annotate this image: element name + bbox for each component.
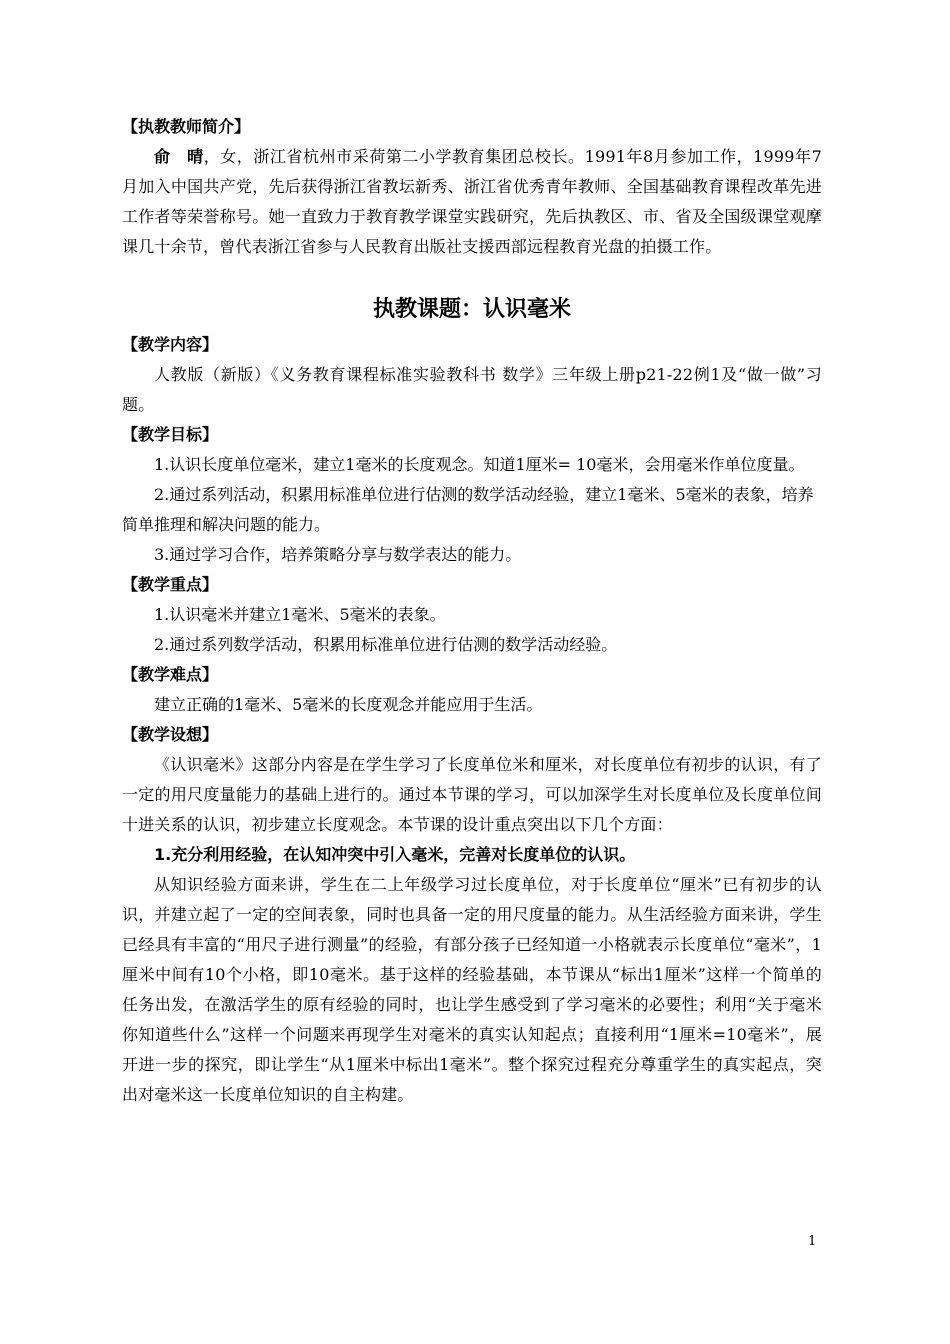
content-heading: 【教学内容】 <box>122 335 219 354</box>
bio-text: ，女，浙江省杭州市采荷第二小学教育集团总校长。1991年8月参加工作，1999年7月加入中国共产党，先后获得浙江省教坛新秀、浙江省优秀青年教师、全国基础教育课程改革先进工作者等荣誉称号。她一直致力于教育教学课堂实践研究，先后执教区、市、省及全国级课堂观摩课几十余节，曾代表浙江省参与人民教育出版社支援西部远程教育光盘的拍摄工作。 <box>122 147 822 256</box>
lesson-title: 执教课题：认识毫米 <box>372 297 571 322</box>
page-number: 1 <box>808 1234 817 1249</box>
content-text: 人教版（新版）《义务教育课程标准实验教科书 数学》三年级上册p21-22例1及“做一做”习题。 <box>122 365 822 414</box>
goals-heading: 【教学目标】 <box>122 425 219 444</box>
design-body: 从知识经验方面来讲，学生在二上年级学习过长度单位，对于长度单位“厘米”已有初步的认识，并建立起了一定的空间表象，同时也具备一定的用尺度量的能力。从生活经验方面来讲，学生已经具有丰富的“用尺子进行测量”的经验，有部分孩子已经知道一小格就表示长度单位“毫米”，1厘米中间有10个小格，即10毫米。基于这样的经验基础，本节课从“标出1厘米”这样一个简单的任务出发，在激活学生的原有经验的同时，也让学生感受到了学习毫米的必要性；利用“关于毫米你知道些什么”这样一个问题来再现学生对毫米的真实认知起点；直接利用“1厘米=10毫米”，展开进一步的探究，即让学生“从1厘米中标出1毫米”。整个探究过程充分尊重学生的真实起点，突出对毫米这一长度单位知识的自主构建。 <box>122 875 822 1104</box>
keypoints-heading: 【教学重点】 <box>122 575 219 594</box>
goal-item: 3.通过学习合作，培养策略分享与数学表达的能力。 <box>154 545 522 564</box>
goal-item: 1.认识长度单位毫米，建立1毫米的长度观念。知道1厘米= 10毫米，会用毫米作单位度量。 <box>154 455 805 474</box>
keypoint-item: 1.认识毫米并建立1毫米、5毫米的表象。 <box>154 605 446 624</box>
goal-item: 2.通过系列活动，积累用标准单位进行估测的数学活动经验，建立1毫米、5毫米的表象，培养简单推理和解决问题的能力。 <box>122 485 814 534</box>
teacher-name: 俞 晴 <box>154 147 204 166</box>
design-intro: 《认识毫米》这部分内容是在学生学习了长度单位米和厘米，对长度单位有初步的认识，有了一定的用尺度量能力的基础上进行的。通过本节课的学习，可以加深学生对长度单位及长度单位间十进关系的认识，初步建立长度观念。本节课的设计重点突出以下几个方面： <box>122 755 822 834</box>
design-heading: 【教学设想】 <box>122 725 219 744</box>
difficulty-text: 建立正确的1毫米、5毫米的长度观念并能应用于生活。 <box>154 695 543 714</box>
keypoint-item: 2.通过系列数学活动，积累用标准单位进行估测的数学活动经验。 <box>154 635 618 654</box>
bio-heading: 【执教教师简介】 <box>122 117 251 136</box>
design-point-1: 1.充分利用经验，在认知冲突中引入毫米，完善对长度单位的认识。 <box>154 845 636 864</box>
bio-paragraph <box>122 142 822 262</box>
document-page <box>122 112 822 1110</box>
difficulty-heading: 【教学难点】 <box>122 665 219 684</box>
